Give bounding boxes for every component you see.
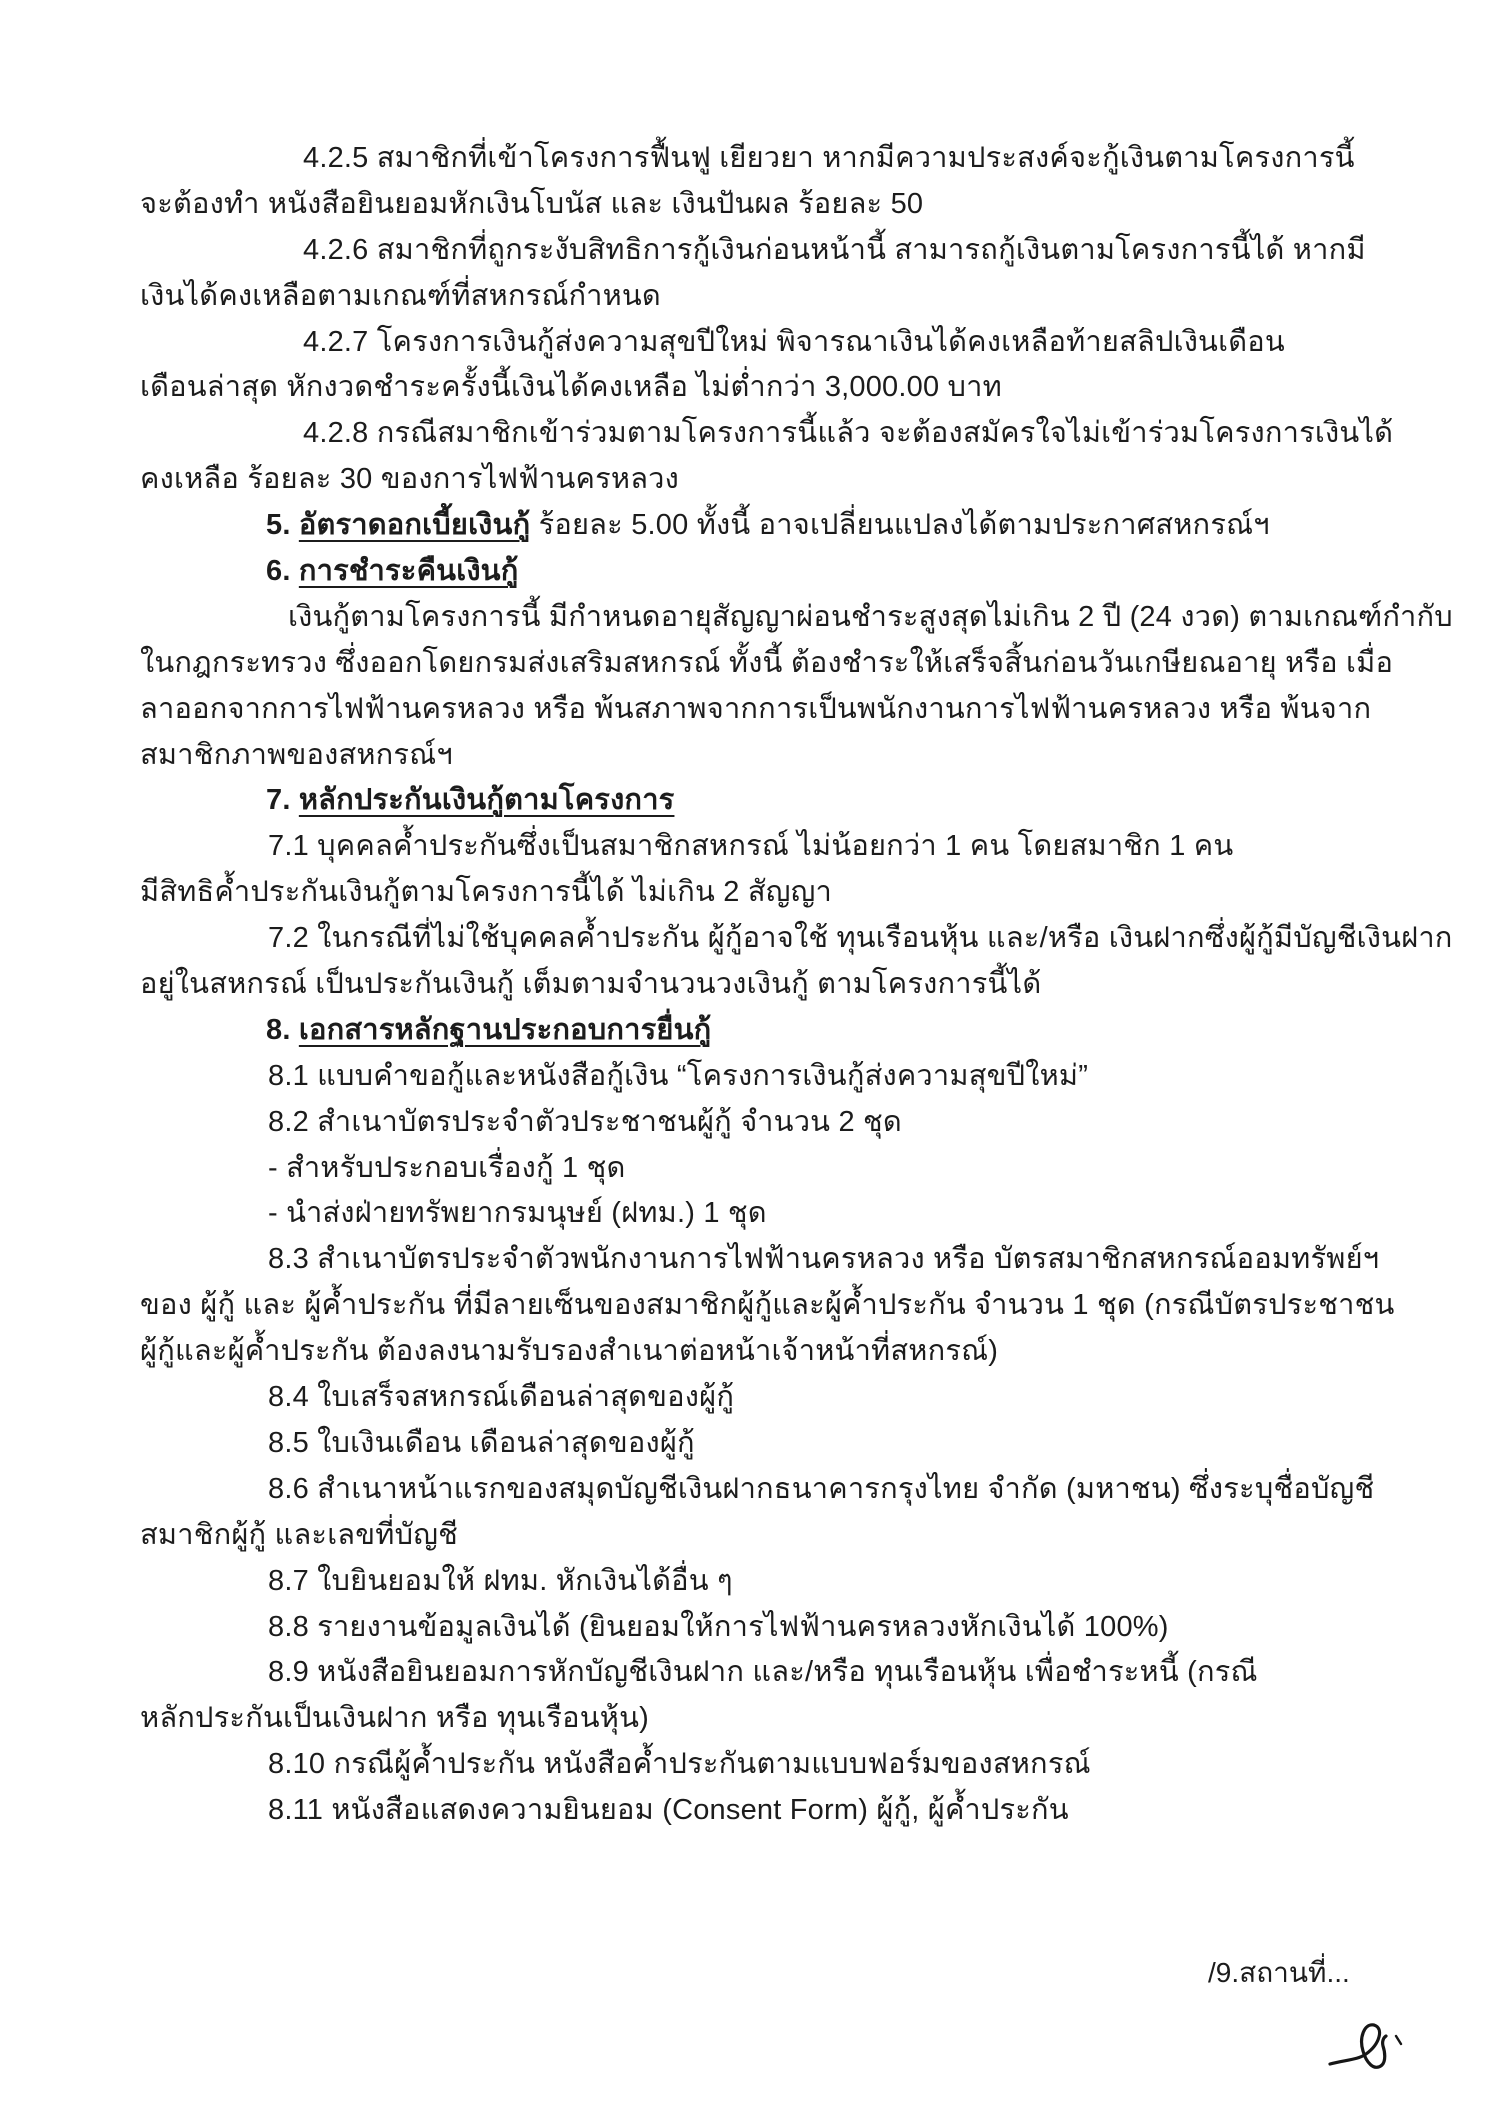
text-segment: 7.1 บุคคลค้ำประกันซึ่งเป็นสมาชิกสหกรณ์ ไม่น้อยกว่า 1 คน โดยสมาชิก 1 คน (268, 830, 1234, 863)
text-line (140, 870, 1408, 916)
page-continuation-note: /9.สถานที่... (1208, 1957, 1350, 1988)
text-segment: 6. (266, 555, 299, 588)
document-body (140, 136, 1453, 1834)
text-line (266, 503, 1408, 549)
text-segment: 8.4 ใบเสร็จสหกรณ์เดือนล่าสุดของผู้กู้ (268, 1381, 735, 1414)
text-line (268, 1559, 1408, 1605)
text-segment: 8.11 หนังสือแสดงความยินยอม (Consent Form) ผู้กู้, ผู้ค้ำประกัน (268, 1794, 1069, 1827)
text-line (268, 1375, 1408, 1421)
text-line (303, 228, 1408, 274)
text-line (140, 457, 1408, 503)
text-line (266, 1008, 1408, 1054)
text-line (288, 595, 1453, 641)
text-segment: 8.5 ใบเงินเดือน เดือนล่าสุดของผู้กู้ (268, 1426, 695, 1459)
text-segment: 8.8 รายงานข้อมูลเงินได้ (ยินยอมให้การไฟฟ้านครหลวงหักเงินได้ 100%) (268, 1610, 1169, 1643)
text-line (266, 549, 1408, 595)
text-line (268, 1421, 1408, 1467)
text-line (303, 136, 1408, 182)
text-segment: ร้อยละ 5.00 ทั้งนี้ อาจเปลี่ยนแปลงได้ตามประกาศสหกรณ์ฯ (530, 509, 1270, 542)
text-segment: 8.1 แบบคำขอกู้และหนังสือกู้เงิน “โครงการเงินกู้ส่งความสุขปีใหม่” (268, 1059, 1089, 1092)
text-line (268, 916, 1453, 962)
text-line (268, 1237, 1408, 1283)
text-segment: อยู่ในสหกรณ์ เป็นประกันเงินกู้ เต็มตามจำนวนวงเงินกู้ ตามโครงการนี้ได้ (140, 968, 1042, 1001)
text-segment: 4.2.8 กรณีสมาชิกเข้าร่วมตามโครงการนี้แล้ว จะต้องสมัครใจไม่เข้าร่วมโครงการเงินได้ (303, 417, 1394, 450)
text-line (268, 1742, 1408, 1788)
text-line (140, 687, 1408, 733)
text-segment: คงเหลือ ร้อยละ 30 ของการไฟฟ้านครหลวง (140, 463, 680, 496)
text-segment: สมาชิกภาพของสหกรณ์ฯ (140, 738, 453, 771)
text-segment: 8.7 ใบยินยอมให้ ฝทม. หักเงินได้อื่น ๆ (268, 1564, 733, 1597)
text-segment: มีสิทธิค้ำประกันเงินกู้ตามโครงการนี้ได้ ไม่เกิน 2 สัญญา (140, 876, 833, 909)
text-segment: 8.9 หนังสือยินยอมการหักบัญชีเงินฝาก และ/หรือ ทุนเรือนหุ้น เพื่อชำระหนี้ (กรณี (268, 1656, 1258, 1689)
section-heading-text: หลักประกันเงินกู้ตามโครงการ (298, 784, 675, 817)
text-segment: หลักประกันเป็นเงินฝาก หรือ ทุนเรือนหุ้น) (140, 1702, 649, 1735)
text-line (140, 962, 1408, 1008)
section-heading-text: การชำระคืนเงินกู้ (298, 555, 519, 588)
text-segment: 8.3 สำเนาบัตรประจำตัวพนักงานการไฟฟ้านครหลวง หรือ บัตรสมาชิกสหกรณ์ออมทรัพย์ฯ (268, 1243, 1380, 1276)
text-segment: ในกฎกระทรวง ซึ่งออกโดยกรมส่งเสริมสหกรณ์ ทั้งนี้ ต้องชำระให้เสร็จสิ้นก่อนวันเกษียณอายุ หรือ เมื่อ (140, 646, 1394, 679)
text-line (140, 1696, 1408, 1742)
text-line (140, 274, 1408, 320)
text-segment: - นำส่งฝ่ายทรัพยากรมนุษย์ (ฝทม.) 1 ชุด (268, 1197, 767, 1230)
text-line (140, 1283, 1408, 1329)
text-segment: 4.2.6 สมาชิกที่ถูกระงับสิทธิการกู้เงินก่อนหน้านี้ สามารถกู้เงินตามโครงการนี้ได้ หากมี (303, 233, 1366, 266)
text-line (268, 1191, 1408, 1237)
text-line (268, 824, 1408, 870)
text-segment: เงินได้คงเหลือตามเกณฑ์ที่สหกรณ์กำหนด (140, 279, 661, 312)
text-segment: ผู้กู้และผู้ค้ำประกัน ต้องลงนามรับรองสำเนาต่อหน้าเจ้าหน้าที่สหกรณ์) (140, 1335, 999, 1368)
text-segment: 8.10 กรณีผู้ค้ำประกัน หนังสือค้ำประกันตามแบบฟอร์มของสหกรณ์ (268, 1748, 1091, 1781)
text-line (140, 1329, 1408, 1375)
text-line (140, 733, 1408, 779)
text-segment: ลาออกจากการไฟฟ้านครหลวง หรือ พ้นสภาพจากการเป็นพนักงานการไฟฟ้านครหลวง หรือ พ้นจาก (140, 692, 1372, 725)
text-segment: ของ ผู้กู้ และ ผู้ค้ำประกัน ที่มีลายเซ็นของสมาชิกผู้กู้และผู้ค้ำประกัน จำนวน 1 ชุด (กรณีบัตรประชาชน (140, 1289, 1395, 1322)
text-line (303, 320, 1408, 366)
text-segment: 7. (266, 784, 299, 817)
text-segment: 8. (266, 1013, 299, 1046)
text-line (268, 1100, 1408, 1146)
text-segment: - สำหรับประกอบเรื่องกู้ 1 ชุด (268, 1151, 626, 1184)
text-segment: 8.6 สำเนาหน้าแรกของสมุดบัญชีเงินฝากธนาคารกรุงไทย จำกัด (มหาชน) ซึ่งระบุชื่อบัญชี (268, 1472, 1375, 1505)
text-line (140, 1513, 1408, 1559)
text-line (268, 1467, 1408, 1513)
text-line (303, 411, 1408, 457)
text-line (268, 1054, 1408, 1100)
text-line (268, 1650, 1408, 1696)
text-segment: 4.2.7 โครงการเงินกู้ส่งความสุขปีใหม่ พิจารณาเงินได้คงเหลือท้ายสลิปเงินเดือน (303, 325, 1285, 358)
section-heading-text: เอกสารหลักฐานประกอบการยื่นกู้ (298, 1013, 712, 1046)
text-segment: 7.2 ในกรณีที่ไม่ใช้บุคคลค้ำประกัน ผู้กู้อาจใช้ ทุนเรือนหุ้น และ/หรือ เงินฝากซึ่งผู้กู้มีบัญชีเงินฝาก (268, 922, 1453, 955)
text-line (140, 365, 1408, 411)
text-segment: 4.2.5 สมาชิกที่เข้าโครงการฟื้นฟู เยียวยา หากมีความประสงค์จะกู้เงินตามโครงการนี้ (303, 142, 1355, 174)
section-heading-text: อัตราดอกเบี้ยเงินกู้ (298, 509, 531, 542)
text-line (268, 1788, 1408, 1834)
text-segment: สมาชิกผู้กู้ และเลขที่บัญชี (140, 1518, 459, 1551)
text-line (268, 1605, 1408, 1651)
text-line (268, 1146, 1408, 1192)
text-segment: 5. (266, 509, 299, 542)
text-segment: 8.2 สำเนาบัตรประจำตัวประชาชนผู้กู้ จำนวน 2 ชุด (268, 1105, 902, 1138)
text-line (140, 182, 1408, 228)
text-line (140, 641, 1408, 687)
signature-mark (1328, 2018, 1424, 2080)
text-segment: เงินกู้ตามโครงการนี้ มีกำหนดอายุสัญญาผ่อนชำระสูงสุดไม่เกิน 2 ปี (24 งวด) ตามเกณฑ์กำกับ (288, 600, 1453, 633)
text-segment: เดือนล่าสุด หักงวดชำระครั้งนี้เงินได้คงเหลือ ไม่ต่ำกว่า 3,000.00 บาท (140, 371, 1002, 404)
text-line (266, 778, 1408, 824)
text-segment: จะต้องทำ หนังสือยินยอมหักเงินโบนัส และ เงินปันผล ร้อยละ 50 (140, 187, 924, 220)
